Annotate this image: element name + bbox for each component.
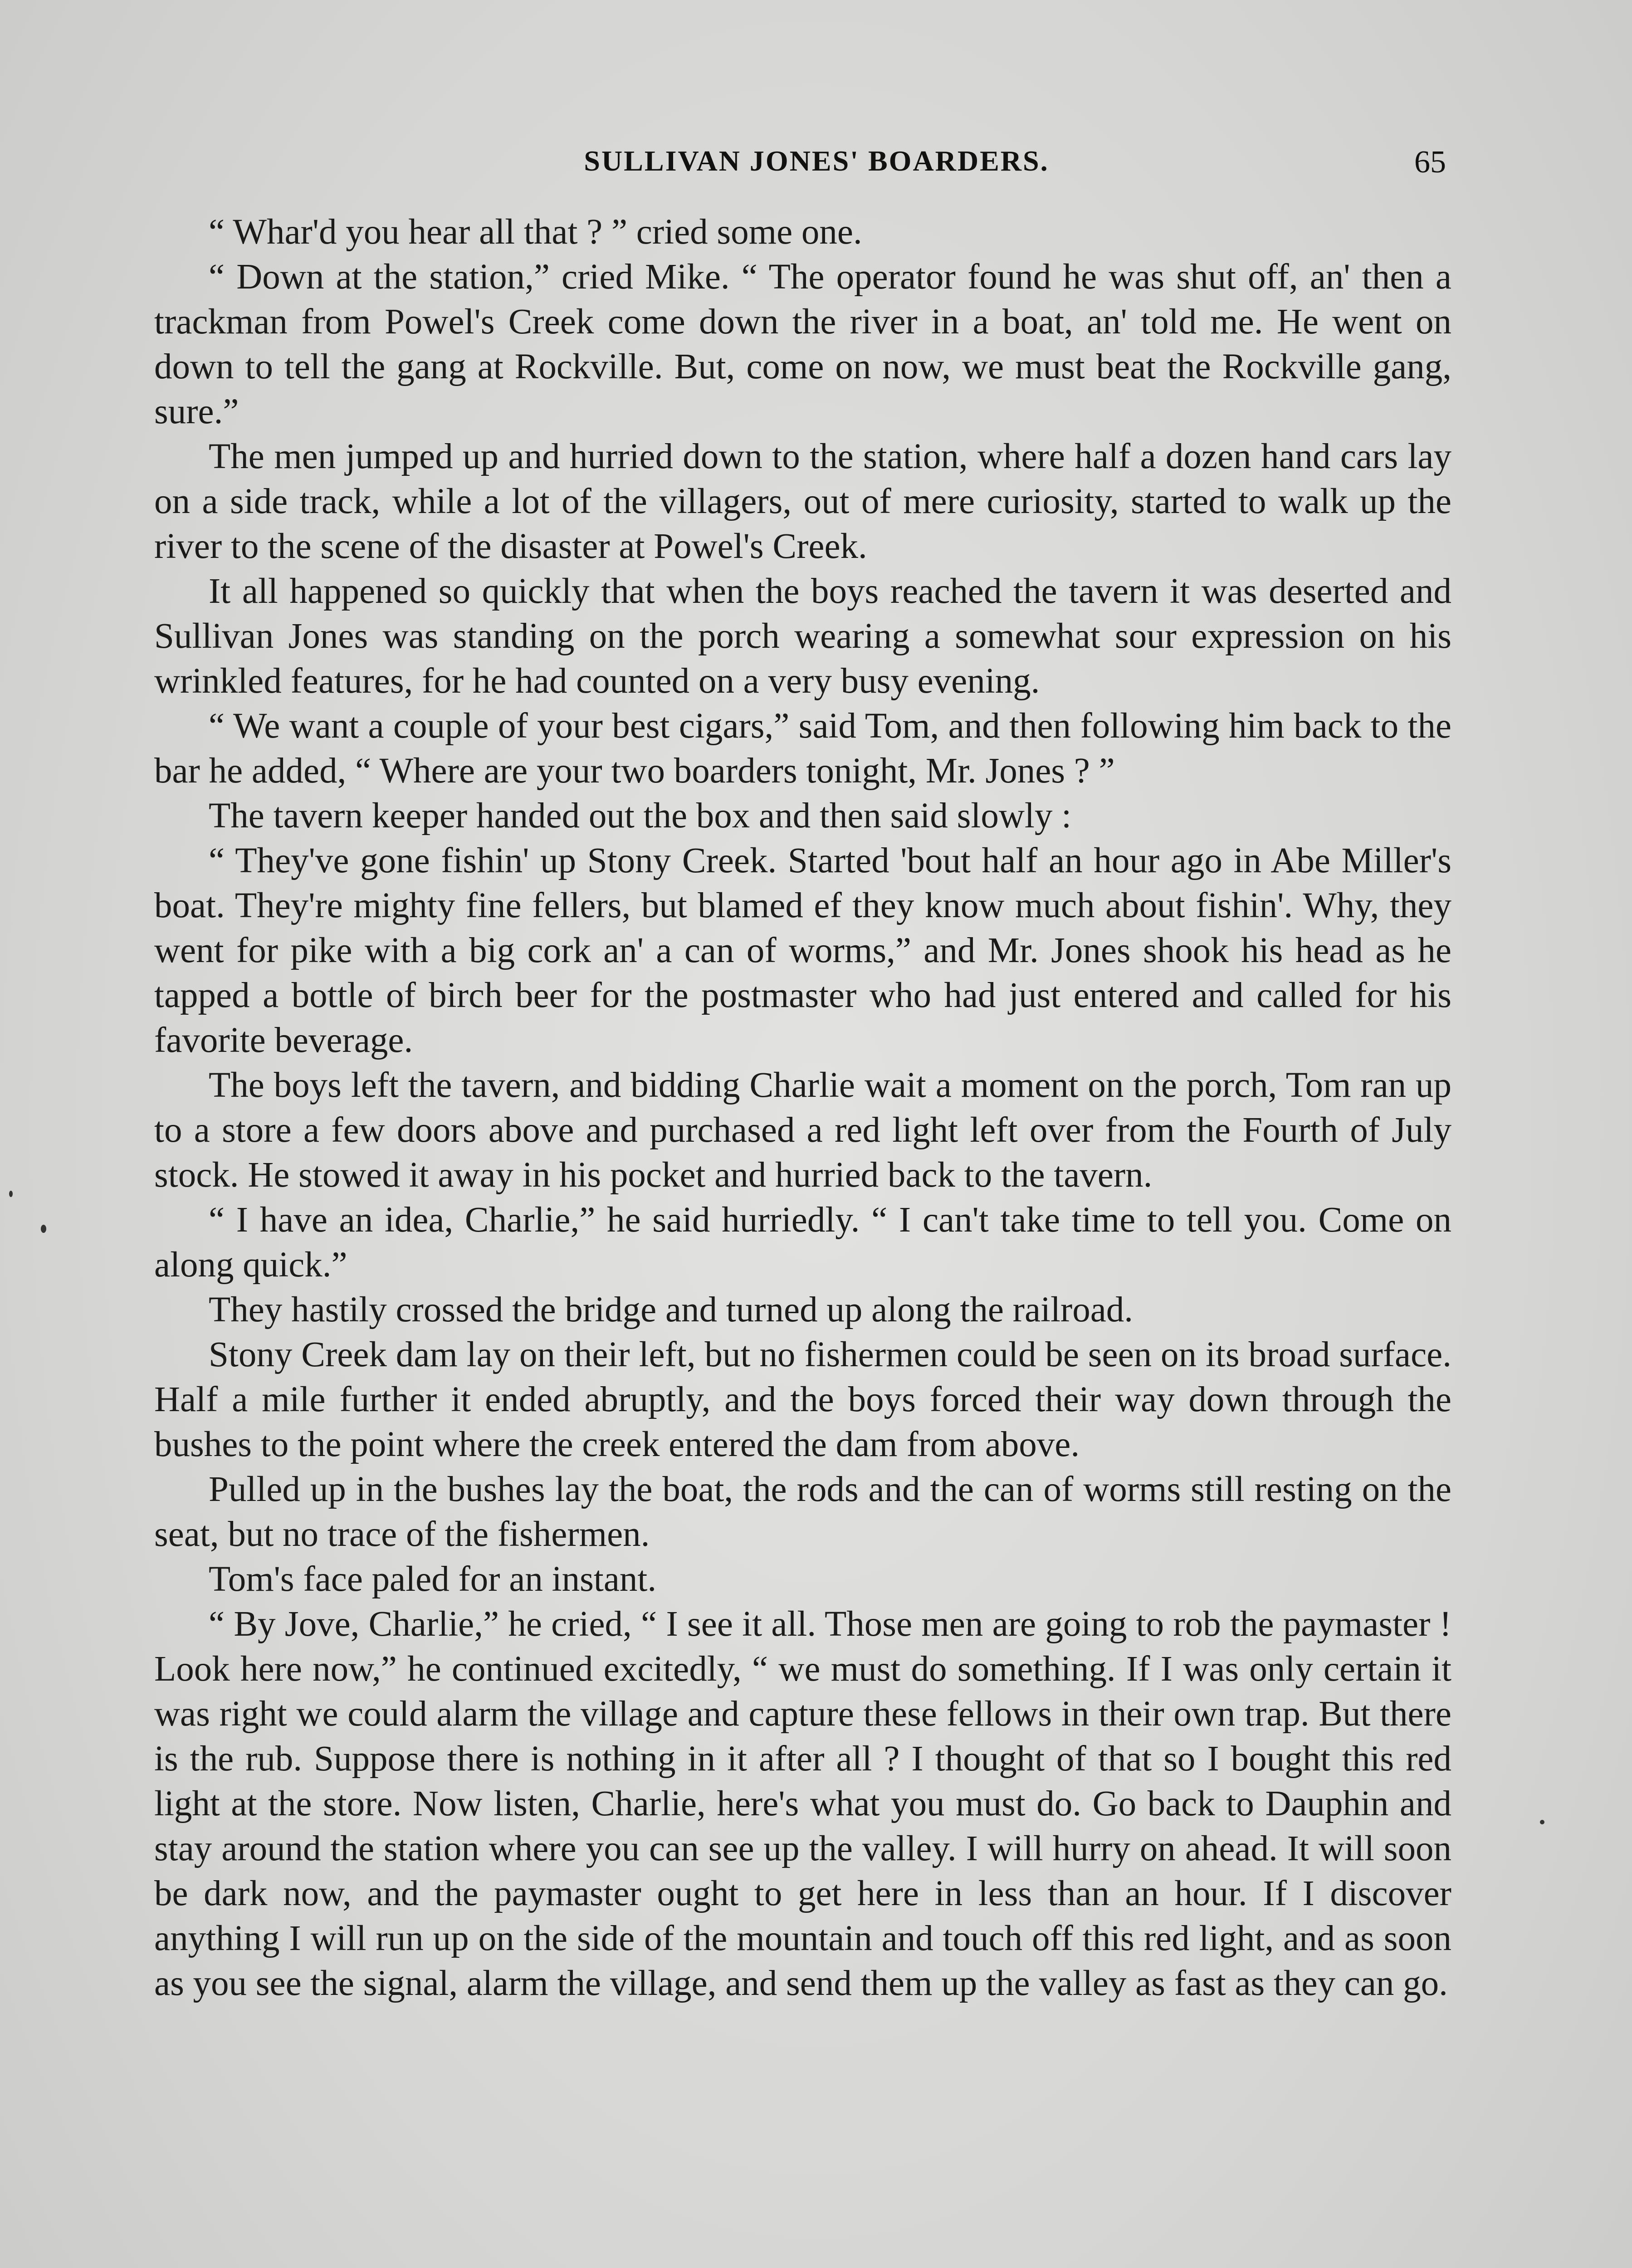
paragraph: The tavern keeper handed out the box and then said slowly :	[209, 796, 1072, 836]
margin-speck	[1540, 1820, 1544, 1824]
paragraph: “ By Jove, Charlie,” he cried, “ I see it all. Those men are going to rob the paymaster ! Look here now,” he continued excitedly, “ we must do something. If I was only certain it was right we could alarm the village and capture these fellows in their own trap. But there is the rub. Suppose there is nothing in it after all ? I thought of that so I bought this red light at the store. Now listen, Charlie, here's what you must do. Go back to Dauphin and stay around the station where you can see up the valley. I will hurry on ahead. It will soon be dark now, and the paymaster ought to get here in less than an hour. If I discover anything I will run up on the side of the mountain and touch off this red light, and as soon as you see the signal, alarm the village, and send them up the valley as fast as they can go.	[154, 1604, 1451, 2003]
paragraph: Tom's face paled for an instant.	[209, 1559, 657, 1599]
running-title: SULLIVAN JONES' BOARDERS.	[584, 145, 1049, 177]
paragraph: “ I have an idea, Charlie,” he said hurriedly. “ I can't take time to tell you. Come on along quick.”	[154, 1200, 1451, 1285]
paragraph: “ Down at the station,” cried Mike. “ The operator found he was shut off, an' then a trackman from Powel's Creek come down the river in a boat, an' told me. He went on down to tell the gang at Rockville. But, come on now, we must beat the Rockville gang, sure.”	[154, 257, 1451, 431]
paragraph: The men jumped up and hurried down to the station, where half a dozen hand cars lay on a side track, while a lot of the villagers, out of mere curiosity, started to walk up the river to the scene of the disaster at Powel's Creek.	[154, 437, 1451, 566]
running-head	[181, 144, 1451, 185]
paragraph: “ We want a couple of your best cigars,” said Tom, and then following him back to the bar he added, “ Where are your two boarders tonight, Mr. Jones ? ”	[154, 706, 1451, 791]
paragraph: The boys left the tavern, and bidding Charlie wait a moment on the porch, Tom ran up to a store a few doors above and purchased a red light left over from the Fourth of July stock. He stowed it away in his pocket and hurried back to the tavern.	[154, 1066, 1451, 1195]
paragraph: It all happened so quickly that when the boys reached the tavern it was deserted and Sullivan Jones was standing on the porch wearing a somewhat sour expression on his wrinkled features, for he had counted on a very busy evening.	[154, 572, 1451, 701]
paragraph: “ They've gone fishin' up Stony Creek. Started 'bout half an hour ago in Abe Miller's boat. They're mighty fine fellers, but blamed ef they know much about fishin'. Why, they went for pike with a big cork an' a can of worms,” and Mr. Jones shook his head as he tapped a bottle of birch beer for the postmaster who had just entered and called for his favorite beverage.	[154, 841, 1451, 1060]
paragraph: “ Whar'd you hear all that ? ” cried some one.	[209, 212, 862, 252]
paragraph: Stony Creek dam lay on their left, but no fishermen could be seen on its broad surface. Half a mile further it ended abruptly, and the boys forced their way down through the bushes to the point where the creek entered the dam from above.	[154, 1335, 1451, 1464]
margin-speck	[9, 1191, 13, 1197]
paragraph: They hastily crossed the bridge and turned up along the railroad.	[209, 1290, 1134, 1330]
page-number: 65	[1414, 145, 1446, 180]
paragraph: Pulled up in the bushes lay the boat, the rods and the can of worms still resting on the seat, but no trace of the fishermen.	[154, 1470, 1451, 1554]
margin-speck	[41, 1225, 46, 1233]
body-text	[154, 210, 1451, 2006]
